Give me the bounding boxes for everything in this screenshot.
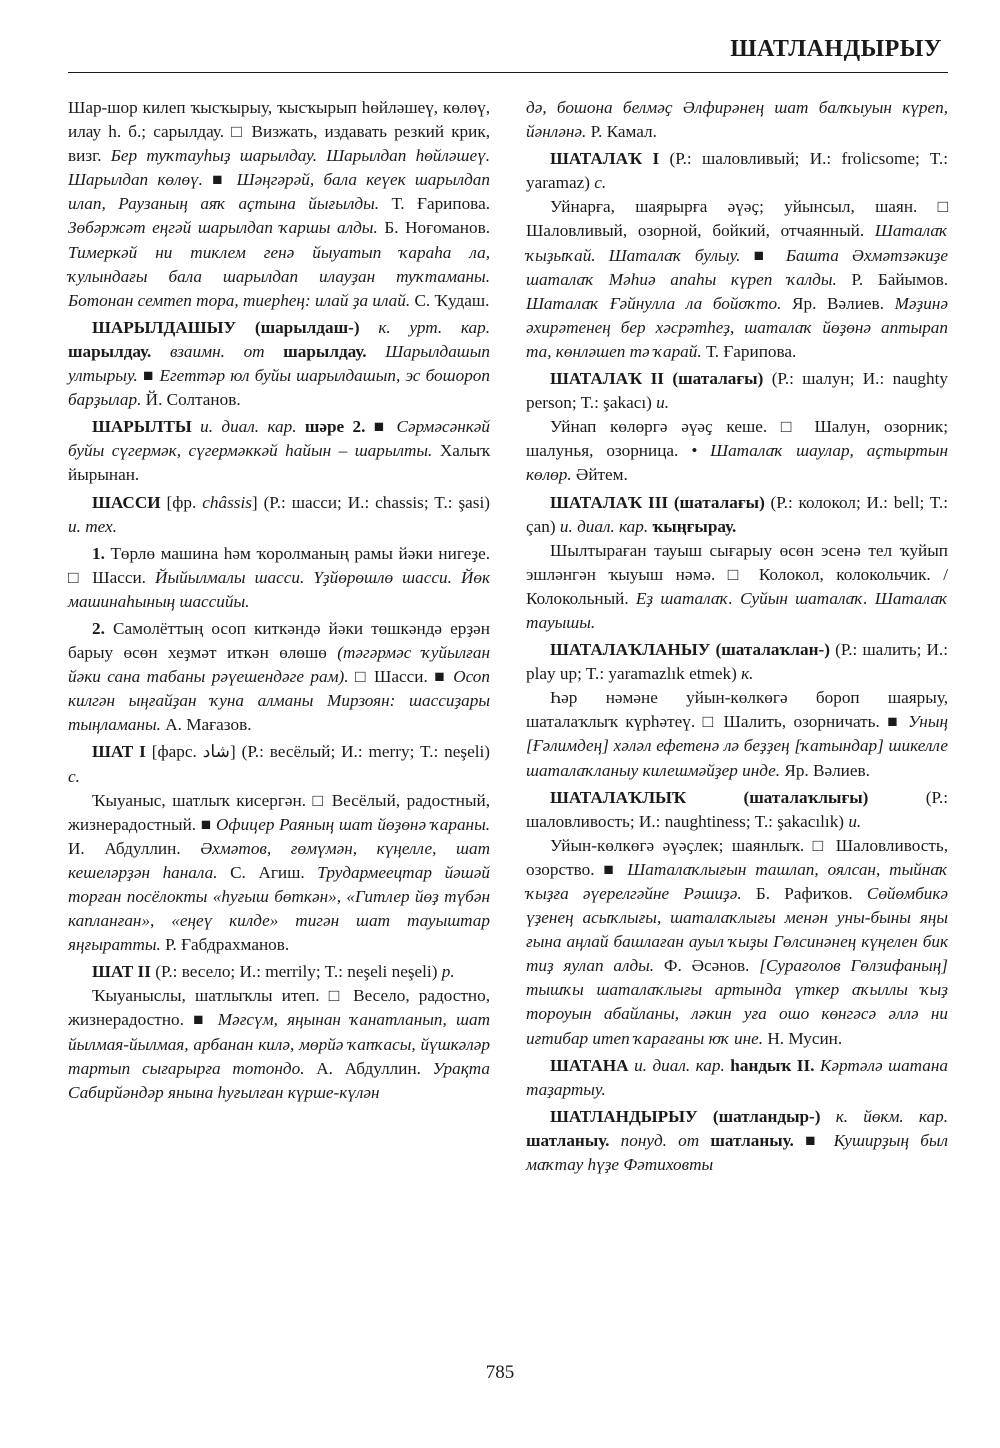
- entry-shatalak-3: ШАТАЛАҠ III (шаталағы) (Р.: колокол; И.: bell; T.: çan) и. диал. кар. ҡыңғырау.: [526, 492, 948, 536]
- entry-shatana: ШАТАНА и. диал. кар. һандыҡ II. Кәртәлә шатана таҙартыу.: [526, 1055, 949, 1099]
- headword: ШАССИ: [92, 492, 161, 512]
- entry-shatalak-3-body: Шылтыраған тауыш сығарыу өсөн эсенә тел ҡуйып эшләнгән ҡыуыш нәмә. □ Колокол, колокольчик. / Колокольный. Еҙ шаталаҡ. Суйын шаталаҡ. Шаталаҡ тауышы.: [526, 540, 948, 632]
- headword: ШАРЫЛТЫ: [92, 417, 192, 437]
- entry-shatalaklanyu: ШАТАЛАҠЛАНЫУ (шаталаҡлан-) (Р.: шалить; И.: play up; T.: yaramazlık etmek) к.: [526, 640, 948, 684]
- headword: ШАТ I: [92, 742, 146, 762]
- sense-2: 2. Самолёттың осоп киткәндә йәки төшкәндә ерҙән барыу өсөн хеҙмәт иткән өлөшө (тәгәрмәс ҡуйылған йәки сана табаны рәүешендәге рам). □ Шасси. ■ Осоп килгән ыңғайҙан ҡуна алманы Мирзоян: шассиҙары тыңламаны. А. Мағазов.: [68, 618, 491, 735]
- entry-shat-2: ШАТ II (Р.: весело; И.: merrily; T.: neşeli neşeli) р.: [92, 962, 455, 982]
- entry-continuation: дә, бошона белмәҫ Әлфирәнең шат балҡыуын күреп, йәнләнә. Р. Камал.: [526, 98, 948, 142]
- headword: ШАТАЛАҠЛАНЫУ (шаталаҡлан-): [550, 640, 830, 660]
- entry-shatalaklyk: ШАТАЛАҠЛЫҠ (шаталаҡлығы) (Р.: шаловливость; И.: naughtiness; T.: şakacılık) и.: [526, 787, 948, 831]
- left-column: [68, 96, 490, 1105]
- headword: ШАРЫЛДАШЫУ (шарылдаш-): [92, 317, 360, 337]
- running-header: [68, 36, 948, 76]
- sense-1: 1. Төрлө машина һәм ҡоролманың рамы йәки нигеҙе. □ Шасси. Йыйылмалы шасси. Үҙйөрөшлө шасси. Йөк машинаһының шассийы.: [68, 543, 490, 611]
- entry-shat-1: ШАТ I [фарс. شاد] (Р.: весёлый; И.: merry; T.: neşeli) с.: [68, 742, 490, 786]
- headword: ШАТЛАНДЫРЫУ (шатландыр-): [550, 1106, 821, 1126]
- headword: ШАТАНА: [550, 1055, 629, 1075]
- entry-sharylty: ШАРЫЛТЫ и. диал. кар. шәре 2. ■ Сәрмәсәнкәй буйы сүгермәк, сүгермәккәй һайын – шарылты. Халыҡ йырынан.: [68, 417, 491, 485]
- entry-shatlandyryu: ШАТЛАНДЫРЫУ (шатландыр-) к. йөкм. кар. шатланыу. понуд. от шатланыу. ■ Куширҙың был маҡтау һүҙе Фәтиховты: [526, 1106, 948, 1175]
- entry-shatalaklyk-body: Уйын-көлкөгә әүәҫлек; шаянлыҡ. □ Шаловливость, озорство. ■ Шаталаҡлығын ташлап, оялсан, тыйнаҡ ҡыҙға әүерелгәйне Рәшиҙә. Б. Рафиҡов. Сөйөмбикә үҙенең асыҡлығы, шаталаҡлығы менән уны-быны яңы ғына аңлай башлаған ауыл ҡыҙы Гөлсинәнең күңелен бик тиҙ яулап алды. Ф. Әсәнов. [Сурағолов Гөлзифаның] тышҡы шаталаҡлығы артында үткер аҡыллы ҡыҙ тороуын абайланы, ләкин уға ошо көнгәсә әллә ни иғтибар итеп ҡарағаны юҡ ине. Н. Мусин.: [526, 835, 948, 1048]
- headword: ШАТ II: [92, 962, 151, 982]
- entry-shatalak-2-body: Уйнап көлөргә әүәҫ кеше. □ Шалун, озорник; шалунья, озорница. • Шаталаҡ шаулар, аҫтыртын көлөр. Әйтем.: [526, 417, 948, 485]
- entry-shatalaklanyu-body: Һәр нәмәне уйын-көлкөгә бороп шаярыу, шаталаҡлыҡ күрһәтеү. □ Шалить, озорничать. ■ Уның [Ғәлимдең] хәләл ефетенә лә беҙҙең [ҡатындар] шикелле шаталаҡланыу килешмәйҙер инде. Яр. Вәлиев.: [526, 688, 948, 780]
- page-number: 785: [485, 1362, 515, 1383]
- headword: ШАТАЛАҠ I: [550, 149, 660, 169]
- entry-shat-2-body: Ҡыуаныслы, шатлыҡлы итеп. □ Весело, радостно, жизнерадостно. ■ Мәғсүм, яңынан ҡанатланып, шат йылмая-йылмая, арбанан килә, мөрйә ҡапҡасы, йүшкәләр тартып сығарырға тотондо. А. Абдуллин. Урақта Сабирйәндәр янына һуғылған күрше-күлән: [68, 986, 490, 1102]
- entry-sharyldashyu: ШАРЫЛДАШЫУ (шарылдаш-) к. урт. кар. шарылдау. взаимн. от шарылдау. Шарылдашып ултырыу. ■ Егеттәр юл буйы шарылдашып, эс бошороп барҙылар. Й. Солтанов.: [68, 317, 490, 410]
- entry-shatalak-2: ШАТАЛАҠ II (шаталағы) (Р.: шалун; И.: naughty person; T.: şakacı) и.: [526, 369, 948, 413]
- running-title: ШАТЛАНДЫРЫУ: [730, 36, 942, 62]
- entry-shatalak-1-body: Уйнарға, шаярырға әүәҫ; уйынсыл, шаян. □ Шаловливый, озорной, бойкий, отчаянный. Шаталаҡ ҡыҙыҡай. Шаталаҡ булыу. ■ Башта Әхмәтзәкиҙе шаталаҡ Мәһиә апаһы күреп ҡалды. Р. Байымов. Шаталаҡ Ғәйнулла ла бойоҡто. Яр. Вәлиев. Мәҙинә әхирәтенең бер хәсрәтһеҙ, шаталаҡ йөҙөнә аптырап та, көнләшеп тә ҡарай. Т. Ғарипова.: [526, 197, 948, 361]
- headword: ШАТАЛАҠ II (шаталағы): [550, 369, 764, 389]
- right-column: [526, 96, 948, 1177]
- entry-shat-1-body: Ҡыуаныс, шатлыҡ кисергән. □ Весёлый, радостный, жизнерадостный. ■ Офицер Раяның шат йөҙөнә ҡараны. И. Абдуллин. Әхмәтов, ғөмүмән, күңелле, шат кешеләрҙән һанала. С. Агиш. Трудармеецтар йәшәй торған посёлокты «һуғыш бөткән», «Гитлер йөҙ түбән капланған», «еңеү килде» тигән шат тауыштар яңғыратты. Р. Ғабдрахманов.: [68, 790, 490, 955]
- header-rule: [68, 72, 948, 73]
- entry-shassi: ШАССИ [фр. châssis] (Р.: шасси; И.: chassis; T.: şasi) и. тех.: [68, 492, 490, 536]
- headword: ШАТАЛАҠЛЫҠ (шаталаҡлығы): [550, 787, 869, 807]
- entry-shatalak-1: ШАТАЛАҠ I (Р.: шаловливый; И.: frolicsome; T.: yaramaz) с.: [526, 149, 948, 193]
- headword: ШАТАЛАҠ III (шаталағы): [550, 492, 765, 512]
- entry-continuation: Шар-шор килеп ҡысҡырыу, ҡысҡырып һөйләшеү, көлөү, илау һ. б.; сарылдау. □ Визжать, издавать резкий крик, визг. Бер туҡтауһыҙ шарылдау. Шарылдап һөйләшеү. Шарылдап көлөү. ■ Шәңгәрәй, бала кеүек шарылдап илап, Раузаның аяҡ аҫтына йығылды. Т. Ғарипова. Зөбәржәт еңгәй шарылдап ҡаршы алды. Б. Ноғоманов. Тимеркәй ни тиклем генә йыуатып ҡараһа ла, ҡулындағы бала шарылдап илауҙан туҡтаманы. Ботонан семтеп тора, тиерһең: илай ҙа илай. С. Ҡудаш.: [68, 98, 490, 310]
